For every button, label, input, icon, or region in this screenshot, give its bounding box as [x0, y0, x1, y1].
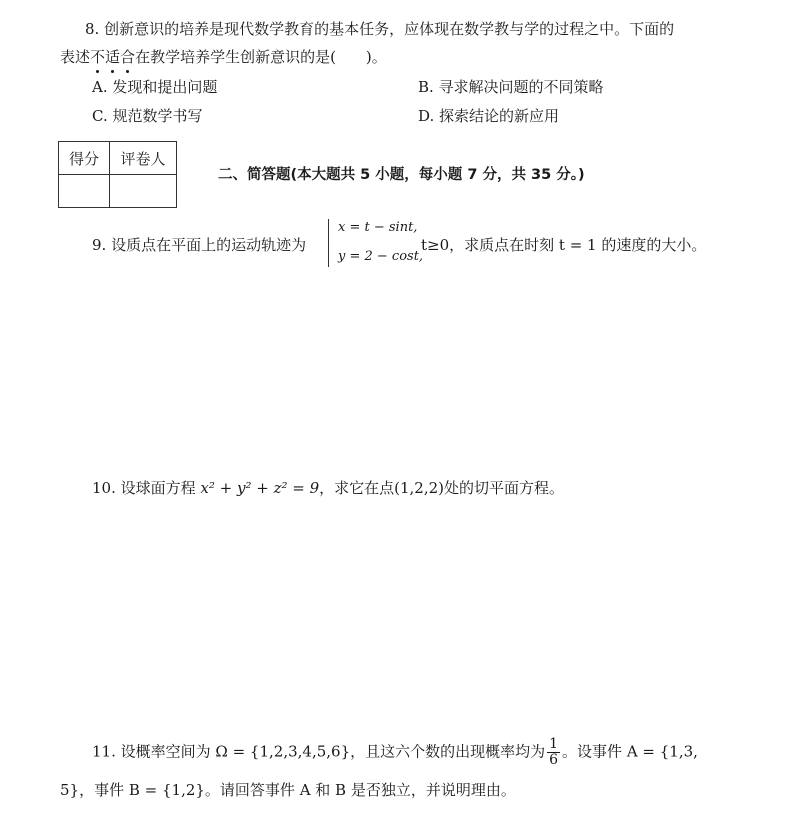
q9-eq-x: x = t − sint, [338, 220, 418, 235]
q11-frac-den: 6 [549, 752, 559, 768]
q8-line2-post: 在教学培养学生创新意识的是( )。 [135, 48, 387, 66]
q9-suffix: t≥0，求质点在时刻 t = 1 的速度的大小。 [421, 236, 707, 254]
emphasis-char: 适 [105, 48, 121, 66]
q8-line2 [60, 46, 387, 67]
q11-frac-num: 1 [549, 736, 559, 752]
q11-line1-post: 。设事件 A = {1,3, [562, 742, 698, 761]
q10-equation: x² + y² + z² = 9 [200, 479, 320, 497]
q10-prefix: 10. 设球面方程 [92, 479, 201, 497]
score-cell[interactable] [59, 175, 110, 208]
grader-cell[interactable] [110, 175, 177, 208]
q8-option-a: A. 发现和提出问题 [92, 78, 218, 96]
q8-emphasis [90, 48, 135, 66]
q11-line1 [92, 737, 698, 768]
q10-suffix: ，求它在点(1,2,2)处的切平面方程。 [319, 479, 565, 497]
score-header: 得分 [59, 142, 110, 175]
system-brace [328, 219, 335, 267]
grader-header: 评卷人 [110, 142, 177, 175]
q8-option-c: C. 规范数学书写 [92, 107, 203, 125]
q11-fraction [547, 737, 560, 768]
q8-option-b: B. 寻求解决问题的不同策略 [418, 78, 604, 96]
q9-eq-y: y = 2 − cost, [338, 249, 424, 264]
q8-line1: 8. 创新意识的培养是现代数学教育的基本任务，应体现在数学教与学的过程之中。下面的 [85, 20, 675, 38]
q8-line2-pre: 表述 [60, 48, 91, 66]
q10-line [92, 477, 564, 498]
q11-line1-pre: 11. 设概率空间为 Ω = {1,2,3,4,5,6}，且这六个数的出现概率均为 [92, 742, 546, 761]
q8-option-d: D. 探索结论的新应用 [418, 107, 560, 125]
emphasis-char: 合 [120, 48, 136, 66]
section-heading: 二、简答题(本大题共 5 小题，每小题 7 分，共 35 分。) [218, 167, 585, 183]
q11-line2: 5}，事件 B = {1,2}。请回答事件 A 和 B 是否独立，并说明理由。 [60, 781, 516, 799]
emphasis-char: 不 [90, 48, 106, 66]
q9-prefix: 9. 设质点在平面上的运动轨迹为 [92, 236, 307, 254]
score-table [58, 141, 177, 208]
